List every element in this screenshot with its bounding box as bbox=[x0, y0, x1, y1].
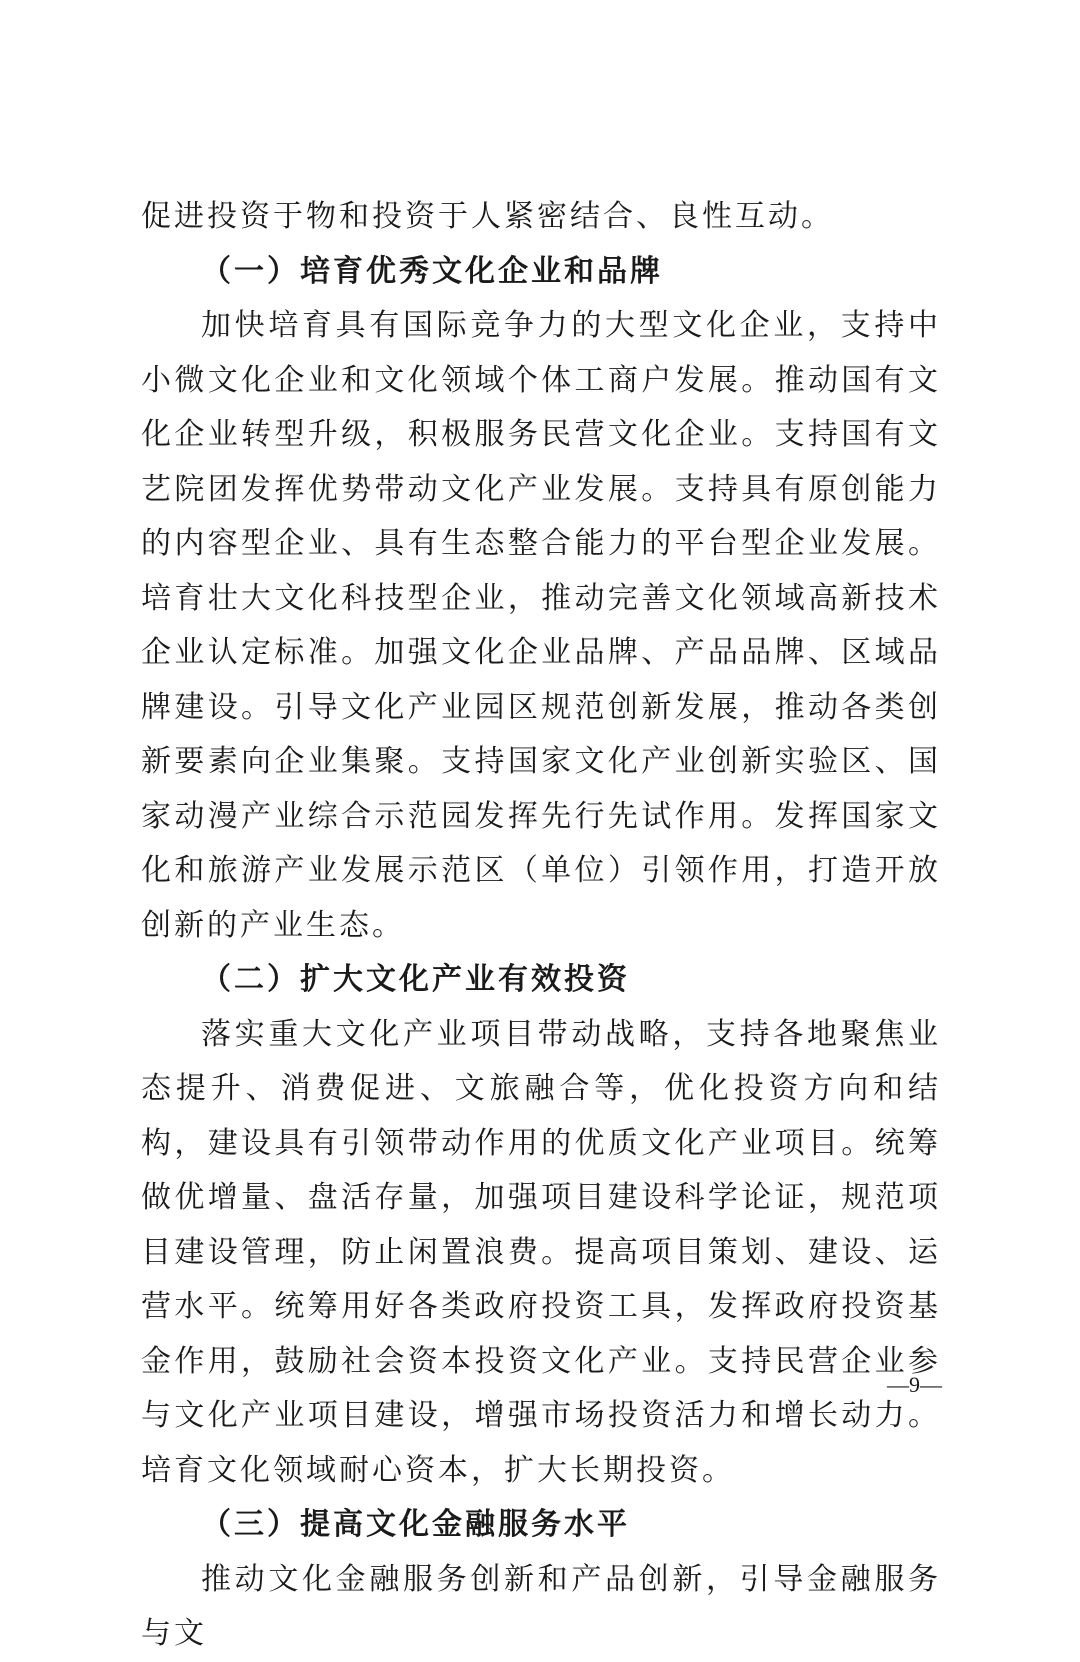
paragraph-1: 加快培育具有国际竞争力的大型文化企业，支持中小微文化企业和文化领域个体工商户发展。推动国有文化企业转型升级，积极服务民营文化企业。支持国有文艺院团发挥优势带动文化产业发展。支持具有原创能力的内容型企业、具有生态整合能力的平台型企业发展。培育壮大文化科技型企业，推动完善文化领域高新技术企业认定标准。加强文化企业品牌、产品品牌、区域品牌建设。引导文化产业园区规范创新发展，推动各类创新要素向企业集聚。支持国家文化产业创新实验区、国家动漫产业综合示范园发挥先行先试作用。发挥国家文化和旅游产业发展示范区（单位）引领作用，打造开放创新的产业生态。 bbox=[141, 308, 941, 943]
section-heading-2: （二）扩大文化产业有效投资 bbox=[201, 962, 630, 997]
section-heading-3: （三）提高文化金融服务水平 bbox=[201, 1507, 630, 1542]
paragraph-continuation: 促进投资于物和投资于人紧密结合、良性互动。 bbox=[141, 199, 834, 234]
paragraph-3: 推动文化金融服务创新和产品创新，引导金融服务与文 bbox=[141, 1561, 941, 1651]
paragraph-2: 落实重大文化产业项目带动战略，支持各地聚焦业态提升、消费促进、文旅融合等，优化投资方向和结构，建设具有引领带动作用的优质文化产业项目。统筹做优增量、盘活存量，加强项目建设科学论证，规范项目建设管理，防止闲置浪费。提高项目策划、建设、运营水平。统筹用好各类政府投资工具，发挥政府投资基金作用，鼓励社会资本投资文化产业。支持民营企业参与文化产业项目建设，增强市场投资活力和增长动力。培育文化领域耐心资本，扩大长期投资。 bbox=[141, 1016, 941, 1488]
section-heading-1: （一）培育优秀文化企业和品牌 bbox=[201, 253, 663, 289]
page-number: —9— bbox=[887, 1372, 942, 1397]
body-text bbox=[141, 190, 941, 1662]
